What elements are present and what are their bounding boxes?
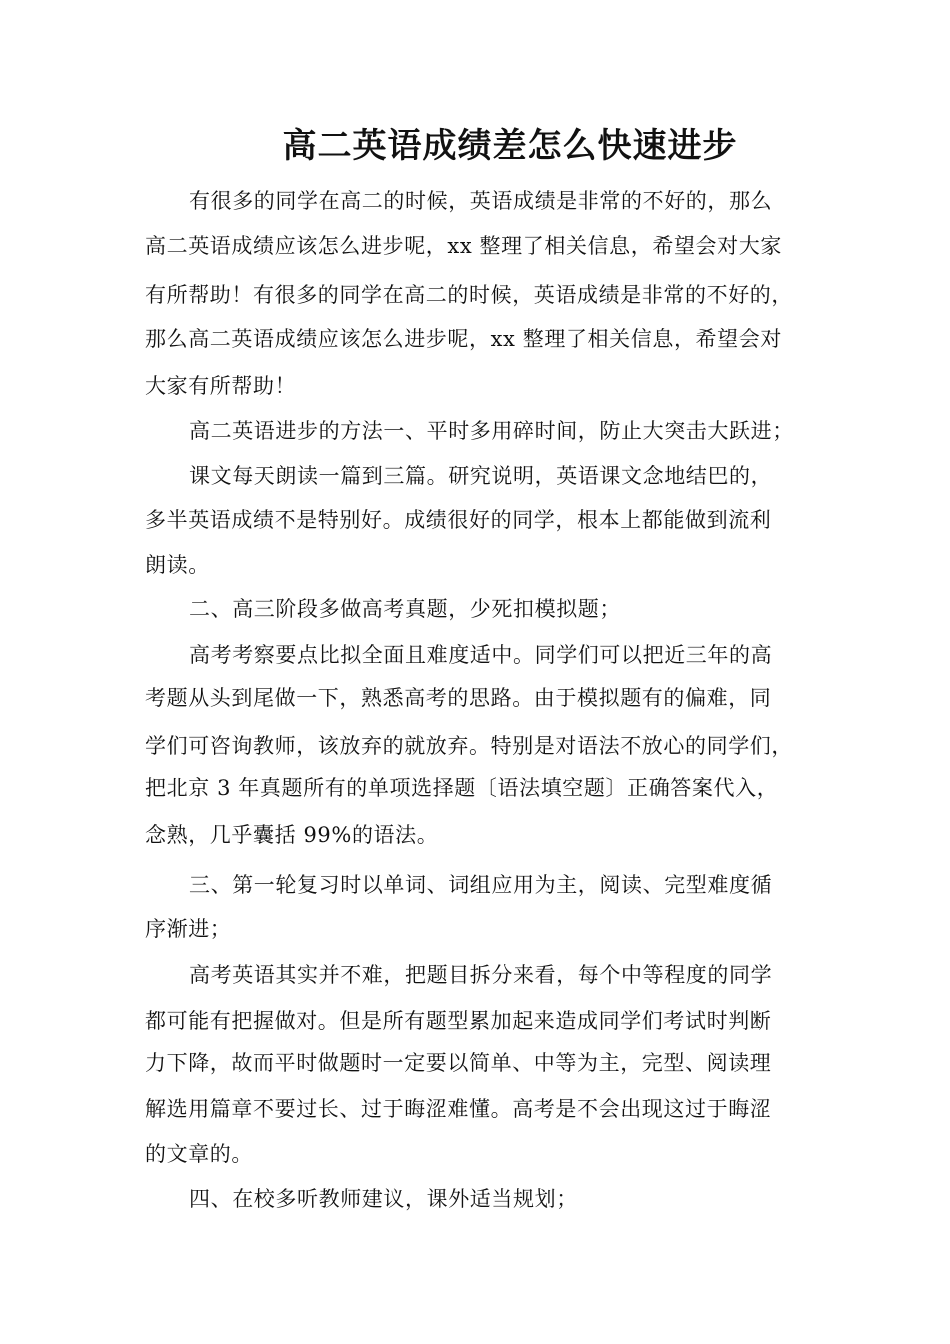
paragraph-line: 高考考察要点比拟全面且难度适中。同学们可以把近三年的高 bbox=[189, 643, 773, 667]
paragraph-line: 那么高二英语成绩应该怎么进步呢，xx 整理了相关信息，希望会对 bbox=[145, 327, 782, 351]
paragraph-line: 高二英语成绩应该怎么进步呢，xx 整理了相关信息，希望会对大家 bbox=[145, 234, 782, 258]
document-title: 高二英语成绩差怎么快速进步 bbox=[282, 126, 738, 166]
paragraph-line: 学们可咨询教师，该放弃的就放弃。特别是对语法不放心的同学们， bbox=[145, 734, 793, 758]
paragraph-line: 有很多的同学在高二的时候，英语成绩是非常的不好的，那么 bbox=[189, 189, 773, 213]
paragraph-line: 大家有所帮助！ bbox=[145, 374, 297, 398]
paragraph-line: 二、高三阶段多做高考真题，少死扣模拟题； bbox=[189, 597, 621, 621]
paragraph-line: 三、第一轮复习时以单词、词组应用为主，阅读、完型难度循 bbox=[189, 873, 773, 897]
paragraph-line: 把北京 3 年真题所有的单项选择题〔语法填空题〕正确答案代入， bbox=[145, 776, 779, 800]
paragraph-line: 都可能有把握做对。但是所有题型累加起来造成同学们考试时判断 bbox=[145, 1009, 772, 1033]
paragraph-line: 力下降，故而平时做题时一定要以简单、中等为主，完型、阅读理 bbox=[145, 1051, 772, 1075]
paragraph-line: 课文每天朗读一篇到三篇。研究说明，英语课文念地结巴的， bbox=[189, 464, 773, 488]
paragraph-line: 的文章的。 bbox=[145, 1142, 253, 1166]
paragraph-line: 高二英语进步的方法一、平时多用碎时间，防止大突击大跃进； bbox=[189, 419, 794, 443]
paragraph-line: 多半英语成绩不是特别好。成绩很好的同学，根本上都能做到流利 bbox=[145, 508, 772, 532]
paragraph-line: 有所帮助！有很多的同学在高二的时候，英语成绩是非常的不好的， bbox=[145, 283, 793, 307]
paragraph-line: 解选用篇章不要过长、过于晦涩难懂。高考是不会出现这过于晦涩 bbox=[145, 1097, 772, 1121]
paragraph-line: 序渐进； bbox=[145, 917, 232, 941]
paragraph-line: 念熟，几乎囊括 99%的语法。 bbox=[145, 823, 439, 847]
paragraph-line: 考题从头到尾做一下，熟悉高考的思路。由于模拟题有的偏难，同 bbox=[145, 686, 772, 710]
paragraph-line: 高考英语其实并不难，把题目拆分来看，每个中等程度的同学 bbox=[189, 963, 773, 987]
paragraph-line: 四、在校多听教师建议，课外适当规划； bbox=[189, 1187, 578, 1211]
paragraph-line: 朗读。 bbox=[145, 553, 210, 577]
